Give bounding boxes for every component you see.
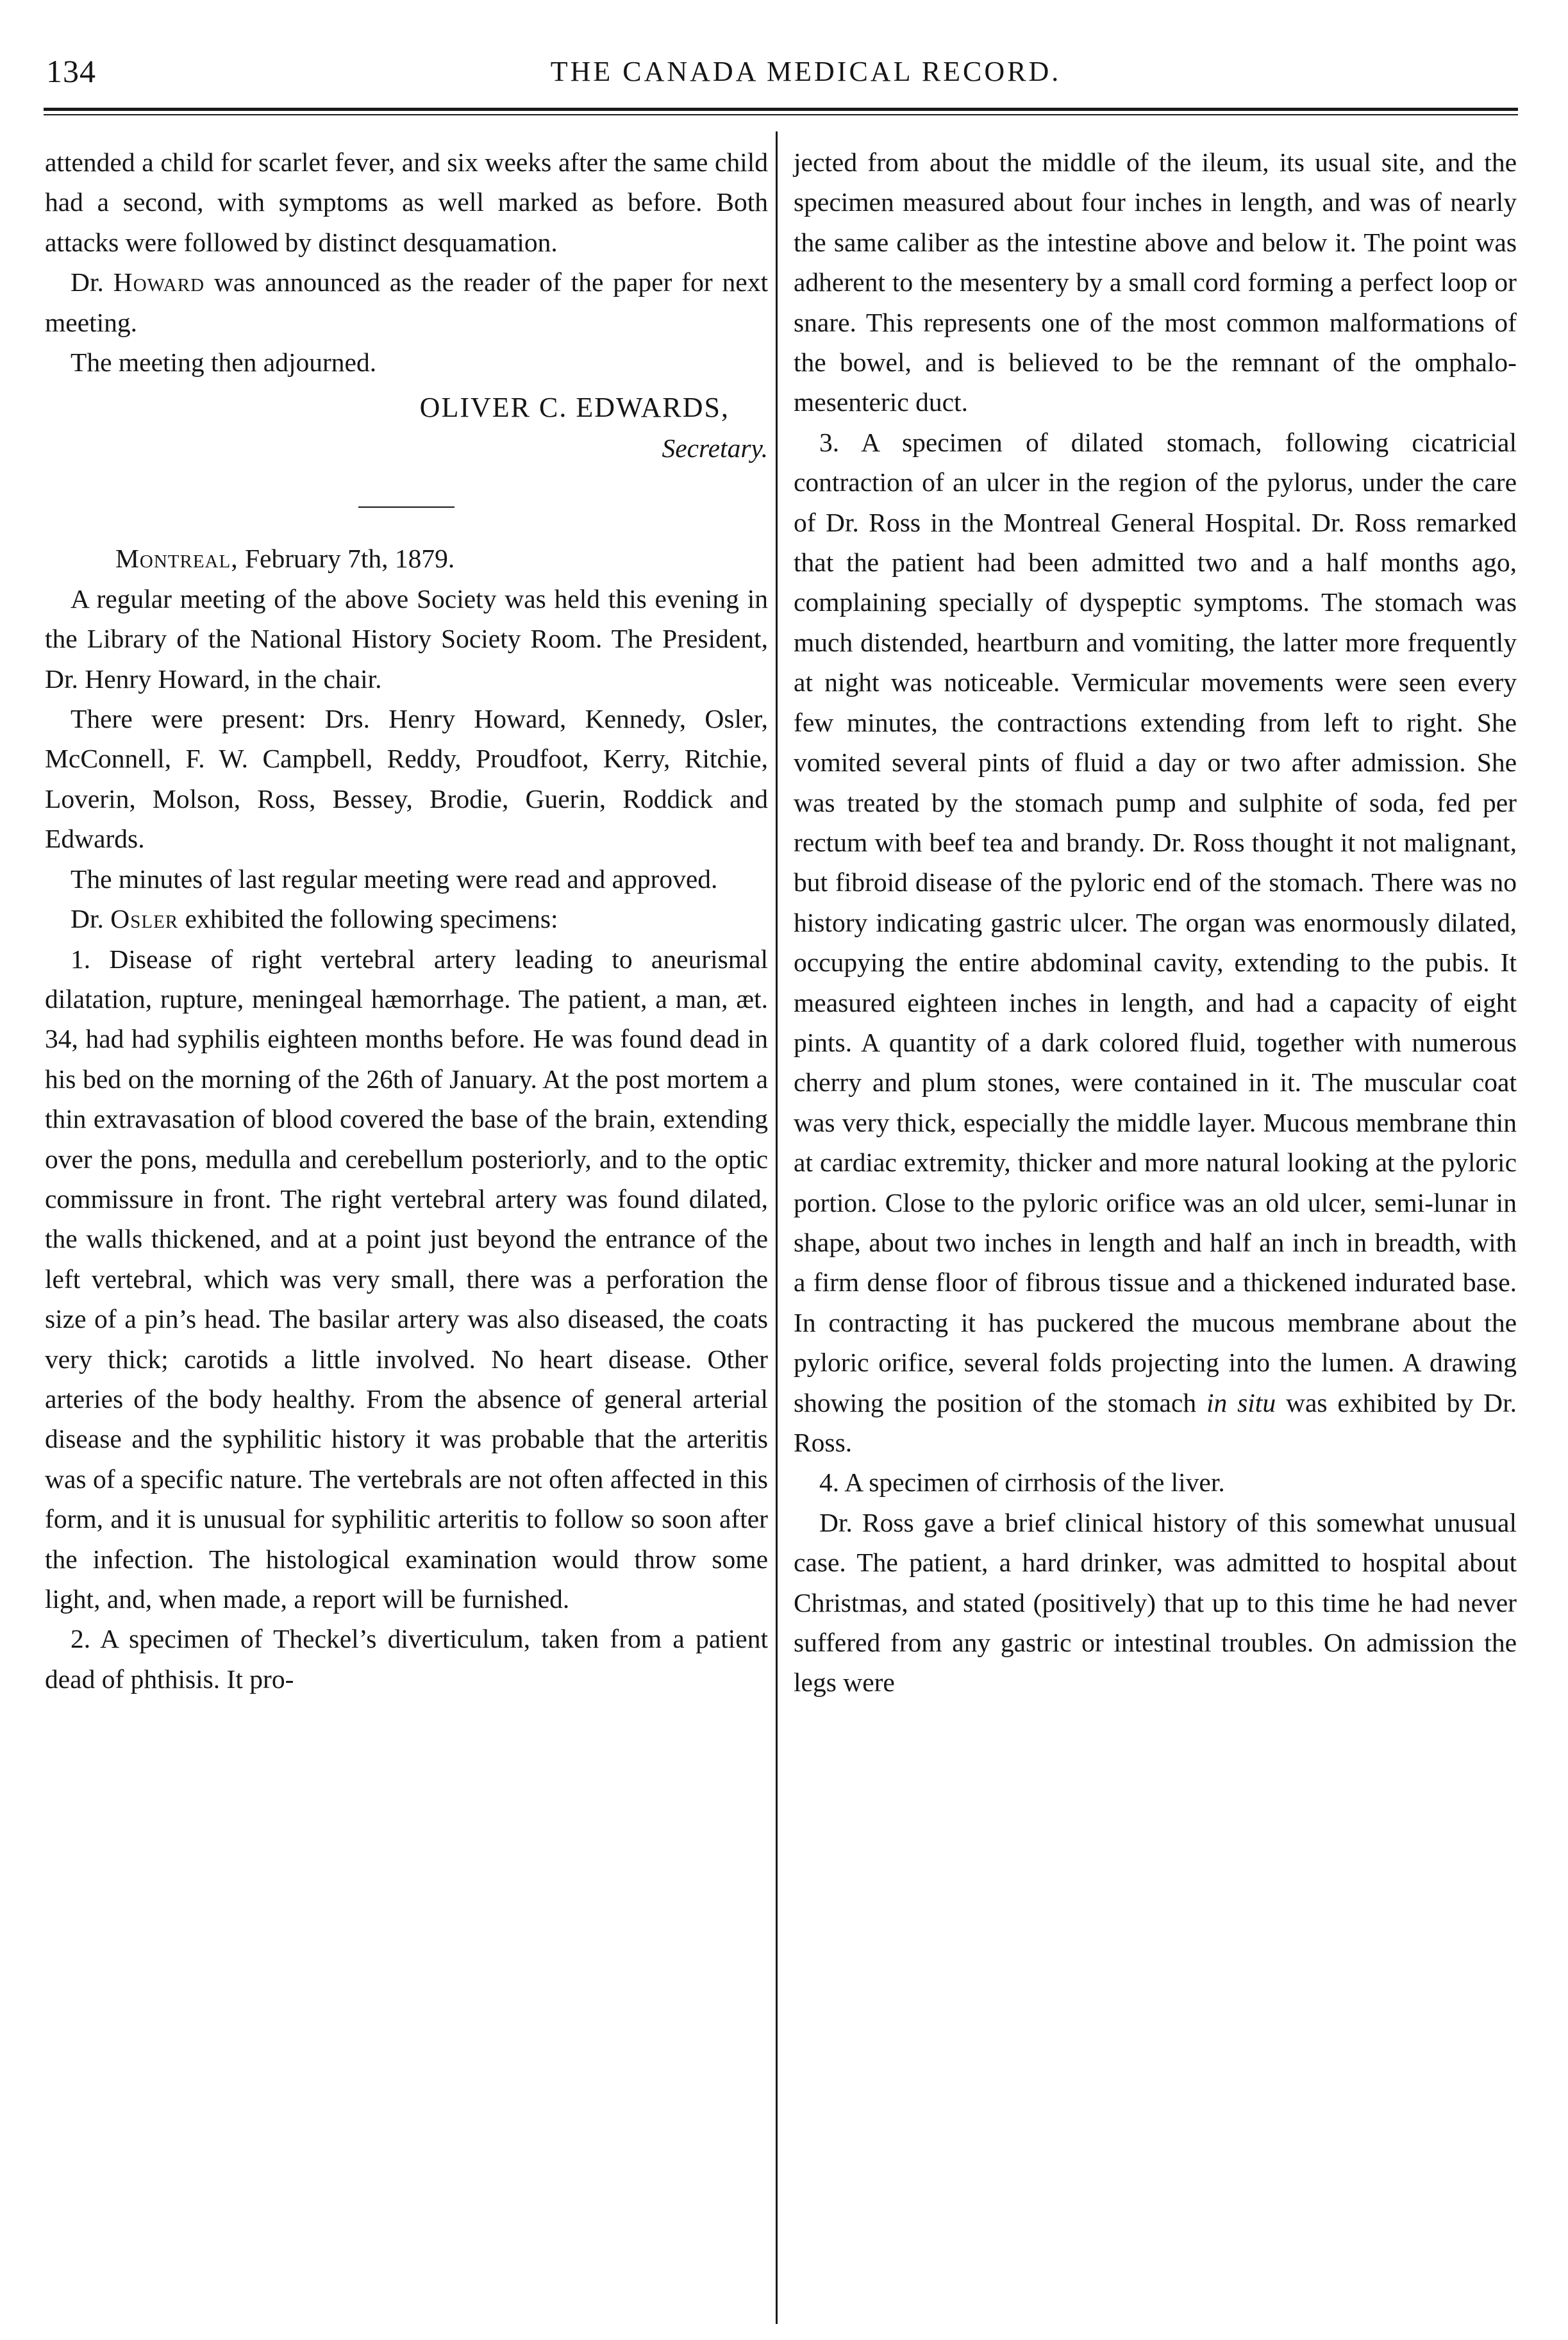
italic-phrase: in situ [1206, 1387, 1276, 1417]
paragraph: 4. A specimen of cirrhosis of the liver. [819, 1467, 1225, 1498]
paragraph: The meeting then adjourned. [71, 347, 377, 378]
page-number: 134 [46, 53, 96, 89]
name-osler: Osler [110, 904, 179, 934]
paragraph [45, 262, 768, 342]
paragraph [45, 899, 768, 939]
page-header [46, 53, 1514, 99]
paragraph: attended a child for scarlet fever, and six weeks after the same child had a second, with symptoms as well marked as before. Both attacks were followed by distinct desquamation. [45, 147, 768, 257]
paragraph: 2. A specimen of Theckel’s diverticulum, taken from a patient dead of phthisis. It pro- [45, 1624, 768, 1694]
name-howard: Howard [113, 267, 205, 297]
paragraph: The minutes of last regular meeting were read and approved. [71, 864, 718, 894]
paragraph: A regular meeting of the above Society was held this evening in the Library of the National History Society Room. The President, Dr. Henry Howard, in the chair. [45, 583, 768, 694]
text-run: was announced as the reader of the paper for next meeting. [45, 267, 768, 337]
signature-block [45, 387, 768, 468]
header-rule [44, 108, 1518, 111]
paragraph: 1. Disease of right vertebral artery leading to aneurismal dilatation, rupture, meningeal hæmorrhage. The patient, a man, æt. 34, had had syphilis eighteen months before. He was found dead in his bed on the morning of the 26th of January. At the post mortem a thin extravasation of blood covered the base of the brain, extending over the pons, medulla and cerebellum posteriorly, and to the optic commissure in front. The right vertebral artery was found dilated, the walls thickened, and at a point just beyond the entrance of the left vertebral, which was very small, there was a perforation the size of a pin’s head. The basilar artery was also diseased, the coats very thick; carotids a little involved. No heart disease. Other arteries of the body healthy. From the absence of general arterial disease and the syphilitic history it was probable that the arteritis was of a specific nature. The vertebrals are not often affected in this form, and it is unusual for syphilitic arteritis to follow so soon after the infection. The histological examination would throw some light, and, when made, a report will be furnished. [45, 944, 768, 1614]
signature-title: Secretary. [662, 433, 768, 464]
section-divider [358, 506, 455, 508]
paragraph [794, 422, 1517, 1463]
text-run: 3. A specimen of dilated stomach, following cicatricial contraction of an ulcer in the region of the pylorus, under the care of Dr. Ross in the Montreal General Hospital. Dr. Ross remarked that the patient had been admitted two and a half months ago, complaining specially of dyspeptic symptoms. The stomach was much distended, heartburn and vomiting, the latter more frequently at night was noticeable. Vermicular movements were seen every few minutes, the contractions extending from left to right. She vomited several pints of fluid a day or two after admission. She was treated by the stomach pump and sulphite of soda, fed per rectum with beef tea and brandy. Dr. Ross thought it not malignant, but fibroid disease of the pyloric end of the stomach. There was no history indicating gastric ulcer. The organ was enormously dilated, occupying the entire abdominal cavity, extending to the pubis. It measured eighteen inches in length, and had a capacity of eight pints. A quantity of a dark colored fluid, together with numerous cherry and plum stones, were contained in it. The muscular coat was very thick, especially the middle layer. Mucous membrane thin at cardiac extremity, thicker and more natural looking at the pyloric portion. Close to the pyloric orifice was an old ulcer, semi-lunar in shape, about two inches in length and half an inch in breadth, with a firm dense floor of fibrous tissue and a thickened indurated base. In contracting it has puckered the mucous membrane about the pyloric orifice, several folds projecting into the lumen. A drawing showing the position of the stomach [794, 427, 1517, 1417]
text-run: was exhibited by Dr. Ross. [794, 1387, 1517, 1457]
right-column [794, 142, 1517, 1703]
text-run: Dr. [71, 904, 111, 934]
left-column [45, 142, 768, 1699]
text-run: Dr. [71, 267, 113, 297]
paragraph: There were present: Drs. Henry Howard, Kennedy, Osler, McConnell, F. W. Campbell, Reddy, Proudfoot, Kerry, Ritchie, Loverin, Molson, Ross, Bessey, Brodie, Guerin, Roddick and Edwards. [45, 704, 768, 854]
paragraph: jected from about the middle of the ileum, its usual site, and the specimen measured about four inches in length, and was of nearly the same caliber as the intestine above and below it. The point was adherent to the mesentery by a small cord forming a perfect loop or snare. This represents one of the most common malformations of the bowel, and is believed to be the remnant of the omphalo-mesenteric duct. [794, 147, 1517, 417]
text-run: exhibited the following specimens: [178, 904, 558, 934]
dateline-city: Montreal, [115, 544, 238, 574]
dateline-date: February 7th, 1879. [238, 544, 455, 574]
signature-name: OLIVER C. EDWARDS, [419, 392, 730, 424]
dateline [45, 539, 768, 578]
running-title: THE CANADA MEDICAL RECORD. [550, 56, 1062, 87]
column-divider [776, 131, 778, 2324]
header-rule-thin [44, 114, 1518, 115]
paragraph: Dr. Ross gave a brief clinical history of this somewhat unusual case. The patient, a hard drinker, was admitted to hospital about Christmas, and stated (positively) that up to this time he had never suffered from any gastric or intestinal troubles. On admission the legs were [794, 1507, 1517, 1698]
